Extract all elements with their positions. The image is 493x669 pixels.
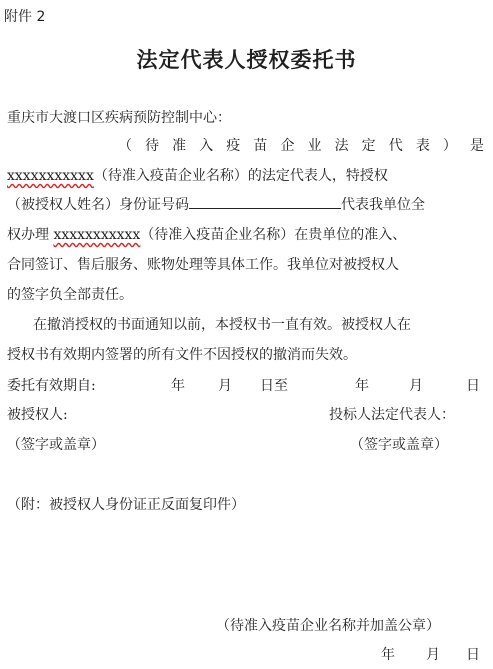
paragraph-1-line-1: （ 待 准 入 疫 苗 企 业 法 定 代 表 ） 是 <box>118 138 484 154</box>
salutation: 重庆市大渡口区疾病预防控制中心： <box>7 110 231 126</box>
paragraph-1-line-3-text-b: 代表我单位全 <box>341 197 425 213</box>
attachment-label: 附件 2 <box>4 9 46 25</box>
validity-day-to: 日至 <box>260 378 288 394</box>
paragraph-1-line-6: 的签字负全部责任。 <box>7 287 133 303</box>
authorized-person-label: 被授权人: <box>7 407 68 423</box>
paragraph-1-line-5: 合同签订、售后服务、账物处理等具体工作。我单位对被授权人 <box>7 257 399 273</box>
paragraph-1-line-4-text-a: 权办理 <box>7 227 54 243</box>
validity-year-1: 年 <box>171 378 185 394</box>
footer-day: 日 <box>466 647 480 663</box>
paragraph-1-line-2 <box>7 167 388 185</box>
signature-left: （签字或盖章） <box>7 437 105 453</box>
footer-year: 年 <box>381 647 395 663</box>
attachment-note: （附：被授权人身份证正反面复印件） <box>7 497 245 513</box>
paragraph-1-line-3-text-a: （被授权人姓名）身份证号码 <box>7 197 189 213</box>
document-title: 法定代表人授权委托书 <box>136 48 357 72</box>
validity-year-2: 年 <box>355 378 369 394</box>
footer-month: 月 <box>426 647 440 663</box>
id-number-blank[interactable] <box>189 196 341 209</box>
company-seal-line: （待准入疫苗企业名称并加盖公章） <box>216 618 440 634</box>
validity-label: 委托有效期自: <box>7 378 96 394</box>
validity-month-2: 月 <box>409 378 423 394</box>
signature-right: （签字或盖章） <box>350 437 448 453</box>
company-placeholder-2: xxxxxxxxxxx <box>53 227 141 243</box>
paragraph-1-line-4 <box>7 226 406 244</box>
bidder-representative-label: 投标人法定代表人： <box>329 407 455 423</box>
paragraph-1-line-2-text: （待准入疫苗企业名称）的法定代表人，特授权 <box>93 168 388 184</box>
validity-day-2: 日 <box>466 378 480 394</box>
company-placeholder: xxxxxxxxxxx <box>7 168 94 184</box>
paragraph-1-line-4-text-b: （待准入疫苗企业名称）在贵单位的准入、 <box>140 227 407 243</box>
paragraph-2-line-2: 授权书有效期内签署的所有文件不因授权的撤消而失效。 <box>7 347 357 363</box>
paragraph-2-line-1: 在撤消授权的书面通知以前，本授权书一直有效。被授权人在 <box>33 317 411 333</box>
validity-month-1: 月 <box>218 378 232 394</box>
paragraph-1-line-3 <box>7 196 425 214</box>
